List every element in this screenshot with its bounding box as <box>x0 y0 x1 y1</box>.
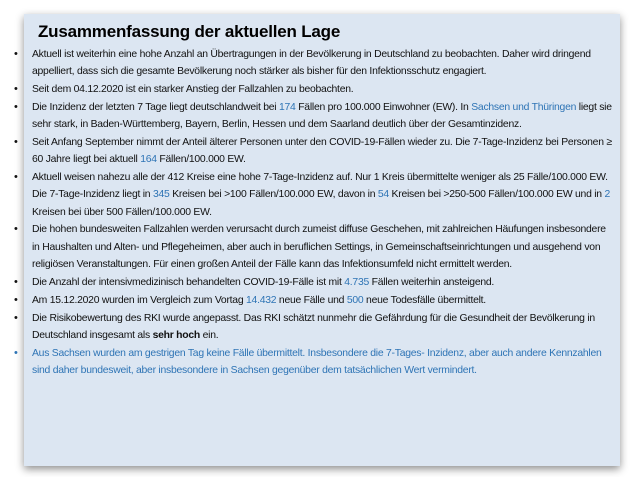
bullet-text: liegt sie sehr stark, in Baden-Württemberg, Bayern, Berlin, Hessen und dem Saarland deutlich über der Gesamtinzidenz. <box>32 101 612 131</box>
bullet-saxony-note <box>16 345 612 379</box>
bullet-text: Seit Anfang September nimmt der Anteil älterer Personen unter den COVID-19-Fällen wieder zu. Die 7-Tage-Inzidenz bei Personen ≥ 60 Jahre liegt bei aktuell <box>32 137 612 166</box>
icu-value: 4.735 <box>344 276 370 288</box>
bullet-elderly <box>16 134 612 168</box>
summary-list <box>24 46 612 379</box>
bullet-text: Aktuell weisen nahezu alle der 412 Kreise eine hohe 7-Tage-Inzidenz auf. Nur 1 Kreis übermittelte weniger als 25 Fälle/100.000 EW. Die 7-Tage-Inzidenz liegt in <box>32 172 608 201</box>
bullet-increase <box>16 81 612 98</box>
bullet-text: Die Anzahl der intensivmedizinisch behandelten COVID-19-Fälle ist mit <box>32 276 345 288</box>
incidence-value: 174 <box>278 101 296 113</box>
states-highlight: Sachsen und Thüringen <box>471 101 577 113</box>
bullet-districts <box>16 169 612 221</box>
districts-250-value: 54 <box>377 189 389 201</box>
bullet-text: neue Todesfälle übermittelt. <box>363 294 486 306</box>
summary-title: Zusammenfassung der aktuellen Lage <box>38 22 341 41</box>
bullet-text: Aus Sachsen wurden am gestrigen Tag keine Fälle übermittelt. Insbesondere die 7-Tages- Inzidenz, aber auch andere Kennzahlen sind daher bundesweit, aber insbesondere in Sachsen gegenüber dem tatsächlichen Wert vermindert. <box>32 347 602 376</box>
bullet-text: Am 15.12.2020 wurden im Vergleich zum Vortag <box>32 294 247 306</box>
districts-500-value: 2 <box>604 189 611 201</box>
bullet-text: Kreisen bei über 500 Fällen/100.000 EW. <box>32 206 212 218</box>
bullet-text: Fällen weiterhin ansteigend. <box>369 276 495 288</box>
bullet-transmission <box>16 46 612 80</box>
bullet-text: Seit dem 04.12.2020 ist ein starker Anstieg der Fallzahlen zu beobachten. <box>32 84 354 96</box>
bullet-outbreaks <box>16 221 612 273</box>
new-deaths-value: 500 <box>346 294 364 306</box>
bullet-icu <box>16 274 612 291</box>
bullet-daily-cases <box>16 292 612 309</box>
bullet-text: neue Fälle und <box>276 294 347 306</box>
bullet-text: Kreisen bei >100 Fällen/100.000 EW, davon in <box>169 189 378 201</box>
new-cases-value: 14.432 <box>246 294 277 306</box>
bullet-text: Fällen pro 100.000 Einwohner (EW). In <box>295 101 472 113</box>
bullet-text: Die Inzidenz der letzten 7 Tage liegt deutschlandweit bei <box>32 101 279 113</box>
bullet-text: ein. <box>199 329 219 341</box>
bullet-text: Die hohen bundesweiten Fallzahlen werden verursacht durch zumeist diffuse Geschehen, mit zahlreichen Häufungen insbesondere in Haushalten und Alten- und Pflegeheimen, aber auch in beruflichen Settings, in Gemeinschaftseinrichtungen und ausgehend von religiösen Veranstaltungen. Für einen großen Anteil der Fälle kann das Infektionsumfeld nicht ermittelt werden. <box>32 224 606 270</box>
bullet-incidence <box>16 99 612 133</box>
bullet-text: Fällen/100.000 EW. <box>156 154 246 166</box>
summary-box <box>24 14 620 466</box>
elderly-incidence-value: 164 <box>140 154 157 166</box>
risk-level: sehr hoch <box>152 329 200 341</box>
bullet-risk <box>16 310 612 344</box>
bullet-text: Aktuell ist weiterhin eine hohe Anzahl an Übertragungen in der Bevölkerung in Deutschland zu beobachten. Daher wird dringend appelliert, dass sich die gesamte Bevölkerung noch stärker als bisher für den Infektionsschutz engagiert. <box>32 49 591 78</box>
districts-100-value: 345 <box>152 189 170 201</box>
bullet-text: Die Risikobewertung des RKI wurde angepasst. Das RKI schätzt nunmehr die Gefährdung für die Gesundheit der Bevölkerung in Deutschland insgesamt als <box>32 312 595 341</box>
bullet-text: Kreisen bei >250-500 Fällen/100.000 EW und in <box>388 189 605 201</box>
